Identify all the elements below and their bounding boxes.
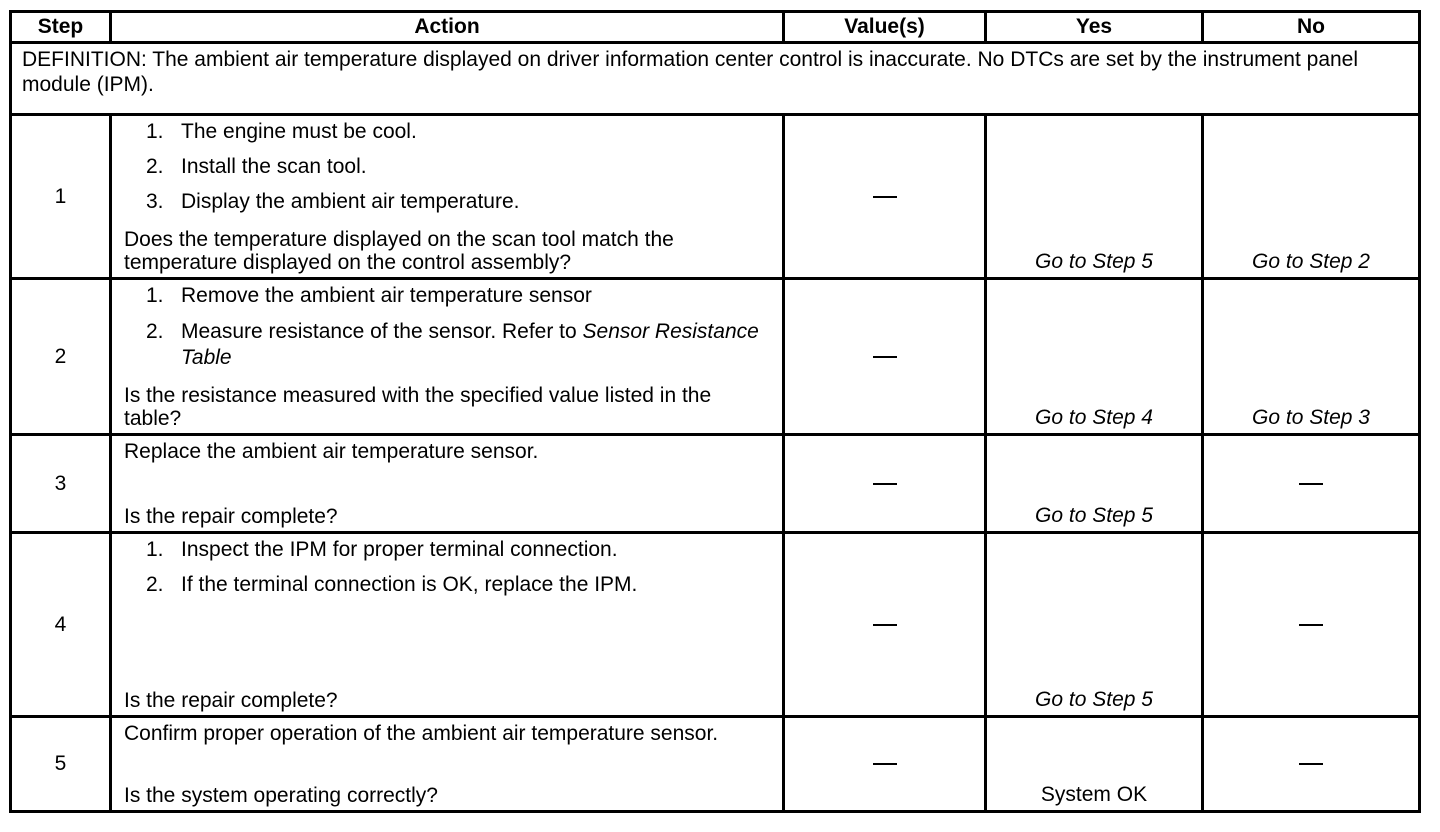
action-cell bbox=[111, 279, 784, 435]
header-yes: Yes bbox=[986, 12, 1203, 43]
action-cell bbox=[111, 115, 784, 279]
list-item: 1. Remove the ambient air temperature sensor bbox=[146, 284, 592, 307]
table-row bbox=[11, 115, 1420, 279]
dash-mark bbox=[873, 763, 897, 765]
value-cell bbox=[784, 717, 986, 812]
list-item: 1. The engine must be cool. bbox=[146, 120, 417, 143]
list-item: 1. Inspect the IPM for proper terminal connection. bbox=[146, 538, 618, 561]
header-values: Value(s) bbox=[784, 12, 986, 43]
no-result: Go to Step 3 bbox=[1203, 279, 1420, 435]
question-text: Is the resistance measured with the specified value listed in the table? bbox=[124, 384, 712, 430]
dash-mark bbox=[1299, 483, 1323, 485]
list-item: 2. Measure resistance of the sensor. Refer to Sensor Resistance Table bbox=[146, 320, 759, 369]
yes-result: Go to Step 4 bbox=[986, 279, 1203, 435]
list-item: 2. Install the scan tool. bbox=[146, 155, 367, 178]
no-cell bbox=[1203, 717, 1420, 812]
header-action: Action bbox=[111, 12, 784, 43]
table-row bbox=[11, 533, 1420, 717]
yes-result: Go to Step 5 bbox=[986, 533, 1203, 717]
reference-link: Sensor Resistance Table bbox=[181, 320, 759, 369]
step-number: 2 bbox=[11, 279, 111, 435]
no-cell bbox=[1203, 533, 1420, 717]
no-cell bbox=[1203, 435, 1420, 533]
dash-mark bbox=[873, 196, 897, 198]
definition-text: DEFINITION: The ambient air temperature displayed on driver information center control is inaccurate. No DTCs are set by the instrument panel module (IPM). bbox=[11, 43, 1420, 115]
table-row bbox=[11, 717, 1420, 812]
action-cell bbox=[111, 435, 784, 533]
table-row bbox=[11, 279, 1420, 435]
header-row bbox=[11, 12, 1420, 43]
step-number: 3 bbox=[11, 435, 111, 533]
value-cell bbox=[784, 279, 986, 435]
value-cell bbox=[784, 533, 986, 717]
action-cell bbox=[111, 533, 784, 717]
list-item: 2. If the terminal connection is OK, replace the IPM. bbox=[146, 573, 638, 596]
table-row bbox=[11, 435, 1420, 533]
step-number: 4 bbox=[11, 533, 111, 717]
dash-mark bbox=[873, 356, 897, 358]
dash-mark bbox=[1299, 624, 1323, 626]
question-text: Is the repair complete? bbox=[124, 505, 338, 528]
yes-result: Go to Step 5 bbox=[986, 435, 1203, 533]
list-item: 3. Display the ambient air temperature. bbox=[146, 190, 520, 213]
value-cell bbox=[784, 435, 986, 533]
definition-row bbox=[11, 43, 1420, 115]
step-number: 1 bbox=[11, 115, 111, 279]
action-line: Confirm proper operation of the ambient air temperature sensor. bbox=[124, 722, 719, 745]
action-cell bbox=[111, 717, 784, 812]
diagnostic-table bbox=[9, 10, 1421, 813]
dash-mark bbox=[873, 483, 897, 485]
no-result: Go to Step 2 bbox=[1203, 115, 1420, 279]
header-no: No bbox=[1203, 12, 1420, 43]
value-cell bbox=[784, 115, 986, 279]
question-text: Does the temperature displayed on the scan tool match the temperature displayed on the control assembly? bbox=[124, 228, 674, 274]
dash-mark bbox=[873, 624, 897, 626]
step-number: 5 bbox=[11, 717, 111, 812]
dash-mark bbox=[1299, 763, 1323, 765]
question-text: Is the system operating correctly? bbox=[124, 784, 438, 807]
header-step: Step bbox=[11, 12, 111, 43]
yes-result: Go to Step 5 bbox=[986, 115, 1203, 279]
question-text: Is the repair complete? bbox=[124, 689, 338, 712]
action-line: Replace the ambient air temperature sensor. bbox=[124, 440, 539, 463]
yes-result: System OK bbox=[986, 717, 1203, 812]
